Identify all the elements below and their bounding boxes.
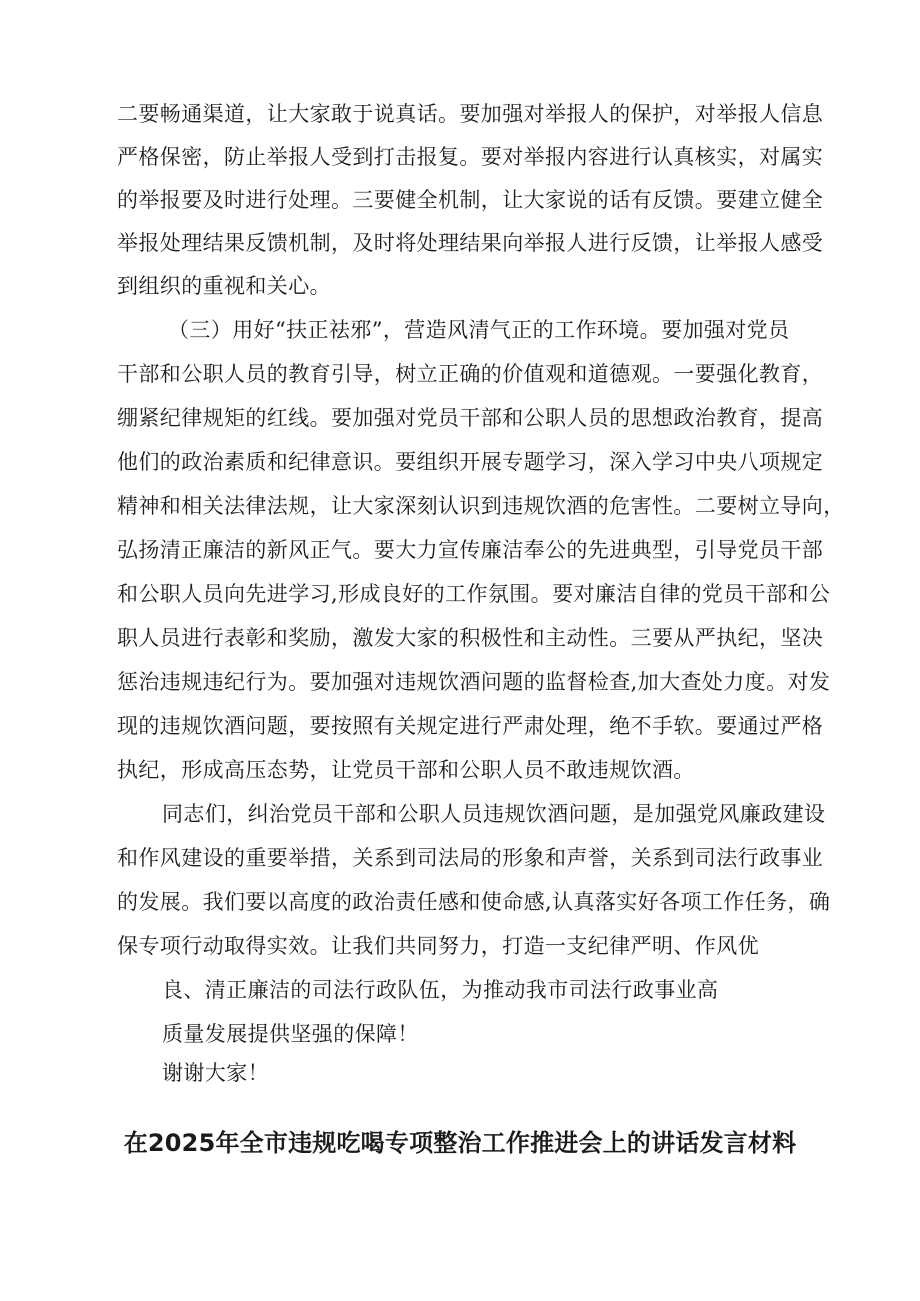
text-line: 保专项行动取得实效。让我们共同努力，打造一支纪律严明、作风优 [117,934,759,958]
text-line: 良、清正廉洁的司法行政队伍，为推动我市司法行政事业高 [162,978,719,1002]
text-line: 的发展。我们要以高度的政治责任感和使命感,认真落实好各项工作任务，确 [117,890,831,914]
text-line: 举报处理结果反馈机制，及时将处理结果向举报人进行反馈，让举报人感受 [117,231,824,255]
text-line: 现的违规饮酒问题，要按照有关规定进行严肃处理，绝不手软。要通过严格 [117,714,824,738]
text-line: 他们的政治素质和纪律意识。要组织开展专题学习，深入学习中央八项规定 [117,450,824,474]
text-line: 到组织的重视和关心。 [117,274,331,298]
text-line: 精神和相关法律法规，让大家深刻认识到违规饮酒的危害性。二要树立导向， [117,494,845,518]
text-line: 惩治违规违纪行为。要加强对违规饮酒问题的监督检查,加大查处力度。对发 [117,670,831,694]
text-line: 职人员进行表彰和奖励，激发大家的积极性和主动性。三要从严执纪，坚决 [117,626,824,650]
text-line: 同志们，纠治党员干部和公职人员违规饮酒问题，是加强党风廉政建设 [162,802,826,826]
text-line: 的举报要及时进行处理。三要健全机制，让大家说的话有反馈。要建立健全 [117,188,824,212]
text-line: 质量发展提供坚强的保障！ [162,1022,419,1046]
next-document-title: 在2025年全市违规吃喝专项整治工作推进会上的讲话发言材料 [123,1129,797,1157]
text-line: 干部和公职人员的教育引导，树立正确的价值观和道德观。一要强化教育， [117,362,824,386]
text-line: 和公职人员向先进学习,形成良好的工作氛围。要对廉洁自律的党员干部和公 [117,582,831,606]
text-line: 和作风建设的重要举措，关系到司法局的形象和声誉，关系到司法行政事业 [117,846,824,870]
text-line: 弘扬清正廉洁的新风正气。要大力宣传廉洁奉公的先进典型，引导党员干部 [117,538,824,562]
text-line: 执纪，形成高压态势，让党员干部和公职人员不敢违规饮酒。 [117,758,695,782]
text-line: 绷紧纪律规矩的红线。要加强对党员干部和公职人员的思想政治教育，提高 [117,406,824,430]
closing-line: 谢谢大家！ [162,1061,269,1085]
text-line: 二要畅通渠道，让大家敢于说真话。要加强对举报人的保护，对举报人信息 [117,102,824,126]
text-line: 严格保密，防止举报人受到打击报复。要对举报内容进行认真核实，对属实 [117,145,824,169]
section-heading-line: （三）用好“扶正祛邪”，营造风清气正的工作环境。要加强对党员 [168,318,790,342]
